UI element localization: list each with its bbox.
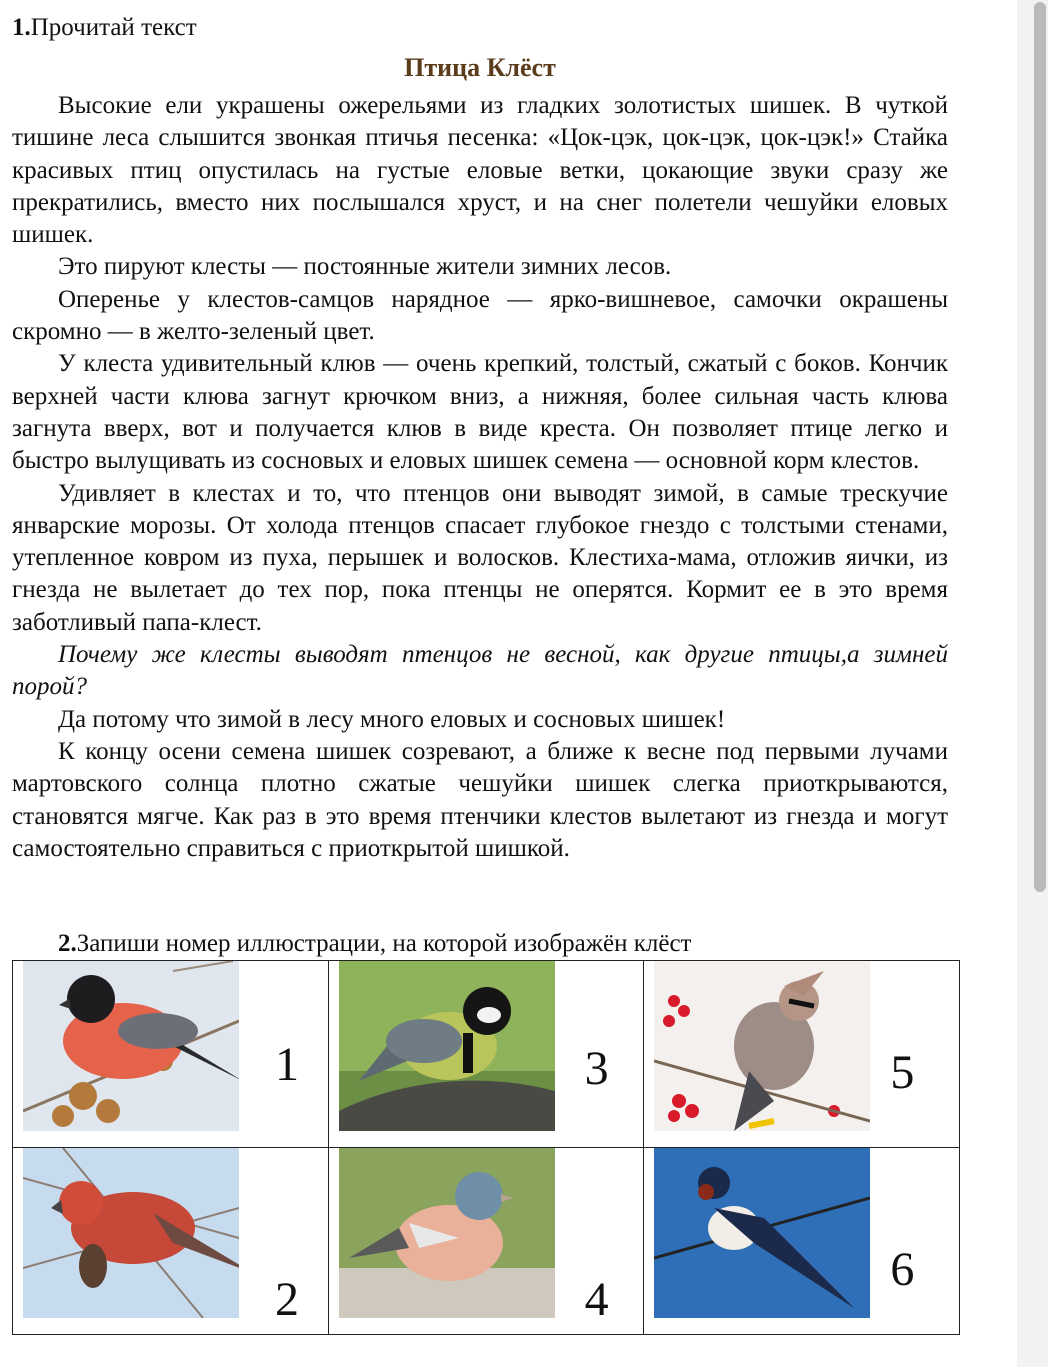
paragraph: Да потому что зимой в лесу много еловых и сосновых шишек! <box>58 705 726 733</box>
question-paragraph: Почему же клесты выводят птенцов не весной, как другие птицы,а зимней порой? <box>12 641 948 701</box>
crossbill-photo <box>23 1148 239 1318</box>
great-tit-photo <box>339 961 555 1131</box>
illustration-number: 5 <box>890 1046 915 1099</box>
paragraph: Высокие ели украшены ожерельями из гладких золотистых шишек. В чуткой тишине леса слышится звонкая птичья песенка: «Цок-цэк, цок-цэк, цок-цэк!» Стайка красивых птиц опустилась на густые еловые ветки, цокающие звуки сразу же прекратились, вместо них послышался хруст, и на снег полетели чешуйки еловых шишек. <box>12 92 948 249</box>
bullfinch-photo <box>23 961 239 1131</box>
chaffinch-photo <box>339 1148 555 1318</box>
waxwing-photo <box>654 961 870 1131</box>
task-2-label: Запиши номер иллюстрации, на которой изображён клёст <box>76 930 692 957</box>
illustration-cell <box>328 1148 644 1335</box>
illustration-number: 3 <box>584 1042 609 1095</box>
paragraph: Удивляет в клестах и то, что птенцов они выводят зимой, в самые трескучие январские морозы. От холода птенцов спасает глубокое гнездо с толстыми стенами, утепленное ковром из пуха, перышек и волосков. Клестиха-мама, отложив яички, из гнезда не вылетает до тех пор, пока птенцы не оперятся. Кормит ее в это время заботливый папа-клест. <box>12 479 948 636</box>
illustration-number: 1 <box>275 1038 299 1091</box>
illustrations-table <box>12 960 960 1335</box>
paragraph: У клеста удивительный клюв — очень крепкий, толстый, сжатый с боков. Кончик верхней части клюва загнут крючком вниз, а нижняя, более сильная часть клюва загнута вверх, вот и получается клюв в виде креста. Он позволяет птице легко и быстро вылущивать из сосновых и еловых шишек семена — основной корм клестов. <box>12 350 948 475</box>
illustration-cell <box>644 961 960 1148</box>
illustration-number: 4 <box>584 1273 609 1326</box>
illustration-cell <box>13 1148 329 1335</box>
task-1-label: Прочитай текст <box>30 14 197 41</box>
scrollbar-thumb[interactable] <box>1034 2 1046 892</box>
paragraph: Оперенье у клестов-самцов нарядное — ярко-вишневое, самочки окрашены скромно — в желто-зеленый цвет. <box>12 285 948 346</box>
task-1-number: 1. <box>12 14 31 41</box>
paragraph: К концу осени семена шишек созревают, а ближе к весне под первыми лучами мартовского солнца плотно сжатые чешуйки шишек слегка приоткрываются, становятся мягче. Как раз в это время птенчики клестов вылетают из гнезда и могут самостоятельно справиться с приоткрытой шишкой. <box>12 737 948 862</box>
illustration-number: 6 <box>890 1243 915 1296</box>
task-2-heading <box>58 928 691 960</box>
illustration-cell <box>644 1148 960 1335</box>
paragraph: Это пируют клесты — постоянные жители зимних лесов. <box>58 253 672 281</box>
illustration-number: 2 <box>275 1273 299 1326</box>
task-1-heading <box>12 12 197 44</box>
story-title: Птица Клёст <box>404 53 556 82</box>
illustration-cell <box>13 961 329 1148</box>
illustration-cell <box>328 961 644 1148</box>
task-2-number: 2. <box>58 930 77 957</box>
swallow-photo <box>654 1148 870 1318</box>
story-text <box>12 90 948 865</box>
